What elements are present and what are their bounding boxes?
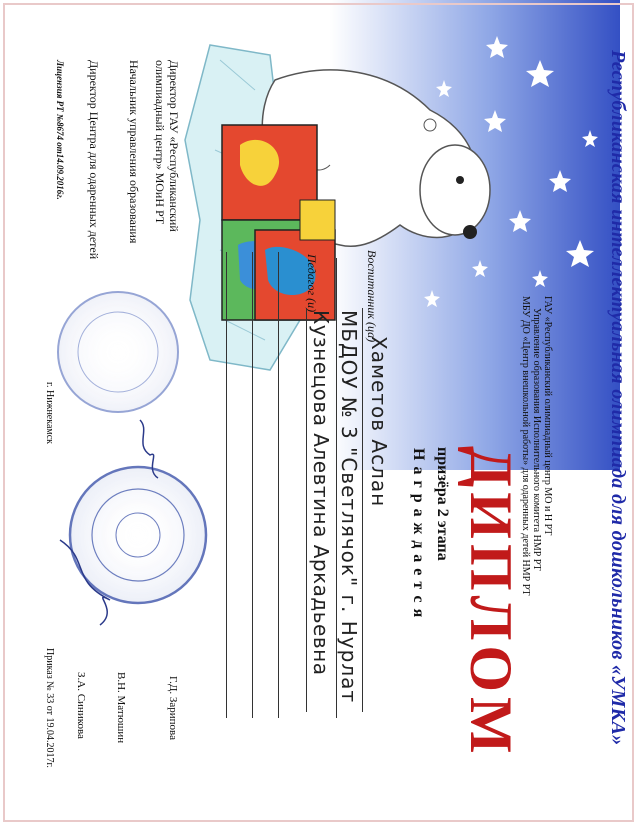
director-name: Г.Д. Зарипова <box>167 676 179 740</box>
pupil-name: Хаметов Аслан <box>367 336 391 508</box>
olympiad-title: Республиканская интеллектуальная олимпиада для дошкольников «УМКА» <box>607 50 629 746</box>
fill-line <box>362 308 363 712</box>
fill-line <box>336 258 337 718</box>
fill-line <box>278 252 279 718</box>
director-title-line-1: Директор ГАУ «Республиканский <box>167 60 181 232</box>
head-name: В.Н. Матюшин <box>115 672 127 744</box>
fill-line <box>306 308 307 712</box>
center-director-title: Директор Центра для одаренных детей <box>87 60 101 260</box>
school-name: МБДОУ № 3 "Светлячок" г. Нурлат <box>337 310 361 704</box>
center-director-name: З.А. Синикова <box>75 672 87 739</box>
stage-label: призёра 2 этапа <box>434 447 451 561</box>
awarded-label: Награждается <box>410 448 427 624</box>
pupil-label: Воспитанник (ца) <box>365 250 379 343</box>
order-reference: Приказ № 33 от 19.04.2017г. <box>44 648 55 768</box>
organizer-line-3: МБУ ДО «Центр внешкольной работы» для одаренных детей НМР РТ <box>520 296 531 596</box>
city-label: г. Нижнекамск <box>44 382 55 445</box>
diploma-title: ДИПЛОМ <box>458 446 524 759</box>
organizer-line-1: ГАУ «Республиканский олимпиадный центр МО и Н РТ <box>542 296 553 536</box>
license-text: Лицензия РТ №8674 от14.09.2016г. <box>55 60 65 200</box>
fill-line <box>252 252 253 718</box>
teacher-name: Кузнецова Алевтина Аркадьевна <box>309 310 333 676</box>
head-title: Начальник управления образования <box>127 60 141 244</box>
teacher-label: Педагог (и) <box>305 254 319 313</box>
director-title-line-2: олимпиадный центр» МОиН РТ <box>153 60 167 225</box>
fill-line <box>226 252 227 718</box>
organizer-line-2: Управление образования Исполнительного комитета НМР РТ <box>531 308 542 571</box>
